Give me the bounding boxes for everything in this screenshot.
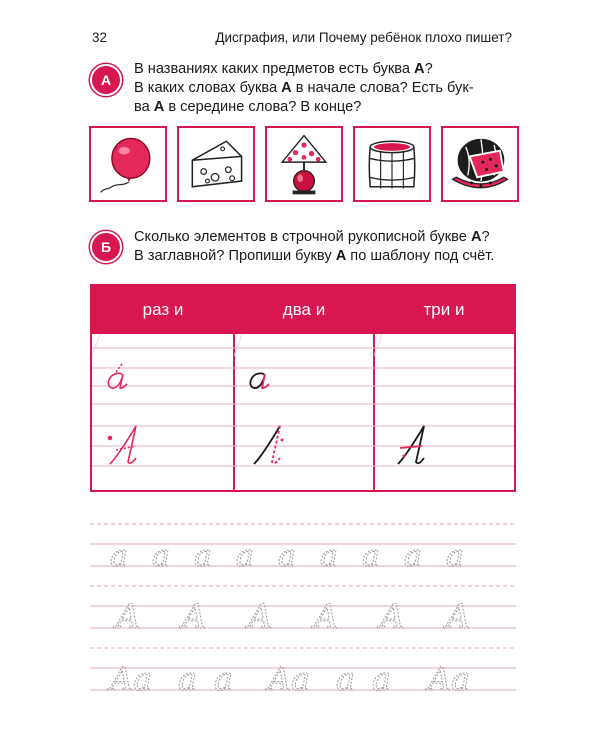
page-header [92,30,512,50]
column-header-raz: раз и [142,300,184,319]
barrel-icon [355,128,429,200]
task-b-line-1: Сколько элементов в строчной рукописной букве А? [134,229,490,245]
balloon-icon [91,128,165,200]
barrel-picture [353,126,431,202]
balloon-picture [89,126,167,202]
task-b-text [134,228,519,266]
practice-row-mixed: Aa a a Aa a a Aa [110,660,471,698]
practice-lines [90,520,516,700]
task-a-text [134,60,519,117]
task-a-line-1: В названиях каких предметов есть буква А? [134,61,433,77]
task-a-line-3: ва А в середине слова? В конце? [134,99,362,115]
running-title: Дисграфия, или Почему ребёнок плохо пишет? [215,30,512,45]
practice-row-lowercase: a a a a a a a a a [110,539,464,574]
task-b-badge: Б [90,231,122,263]
watermelon-picture [441,126,519,202]
column-header-tri: три и [423,300,465,319]
letter-A-trace-1 [110,426,136,464]
page-number: 32 [92,30,108,45]
task-a-badge: А [90,64,122,96]
task-a-line-2: В каких словах буква А в начале слова? Есть бук- [134,80,474,96]
cheese-icon [179,128,253,200]
practice-row-uppercase: A A A A A A [116,597,471,637]
lamp-icon [267,128,341,200]
task-b-line-2: В заглавной? Пропиши букву А по шаблону под счёт. [134,248,495,264]
watermelon-icon [443,128,517,200]
picture-row [89,126,519,204]
lamp-picture [265,126,343,202]
copybook-table [90,284,516,492]
cheese-picture [177,126,255,202]
copybook-writing-lines [92,334,514,490]
column-header-dva: два и [282,300,326,319]
